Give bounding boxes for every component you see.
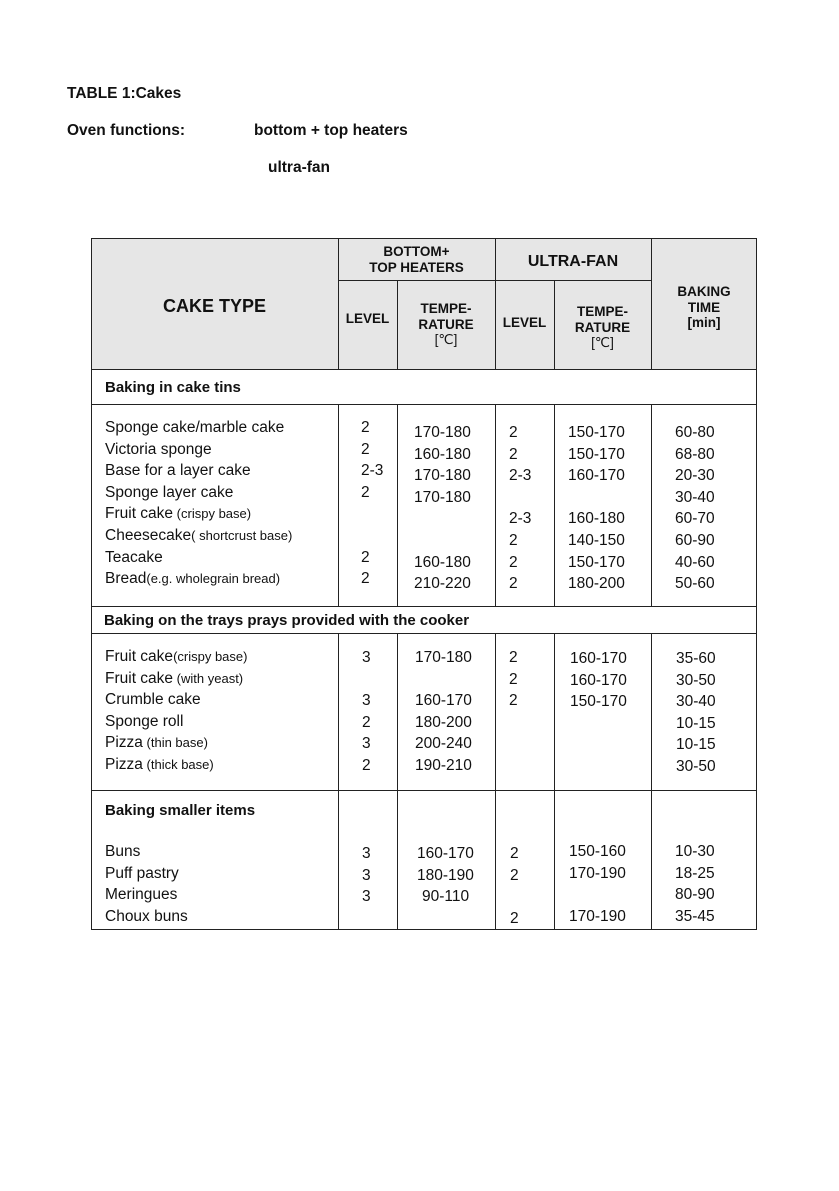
uf-temp: 180-200 [568, 575, 625, 593]
uf-temp [569, 884, 626, 906]
baking-time: 40-60 [675, 553, 715, 571]
uf-temp: 160-170 [570, 650, 627, 667]
header-ultra-fan: ULTRA-FAN [527, 253, 619, 270]
uf-temp: 160-170 [570, 671, 627, 689]
bt-temp [415, 669, 472, 691]
baking-time: 30-40 [676, 693, 716, 711]
uf-temp: 150-160 [569, 843, 626, 860]
cake-tins-time [675, 422, 715, 595]
uf-level [509, 712, 518, 734]
s3-divider-5 [651, 790, 652, 930]
divider-section1-title [91, 404, 757, 405]
bt-level: 2 [361, 548, 370, 566]
bt-level [361, 525, 383, 547]
trays-uf-temp [570, 648, 627, 778]
bt-level: 2 [361, 419, 370, 436]
header-bt-level: LEVEL [345, 311, 390, 326]
table-row [105, 568, 292, 590]
bt-temp: 190-210 [415, 756, 472, 774]
uf-temp: 170-190 [569, 907, 626, 925]
header-cake-type: CAKE TYPE [162, 296, 267, 316]
s2-divider-1 [338, 633, 339, 790]
uf-temp [570, 713, 627, 735]
divider-section2-title [91, 633, 757, 634]
bt-temp: 200-240 [415, 735, 472, 753]
cake-name: Cheesecake [105, 526, 192, 544]
table-row [105, 711, 247, 733]
bt-level: 3 [362, 735, 371, 753]
uf-level: 2 [509, 649, 518, 666]
bt-temp: 170-180 [414, 424, 471, 441]
table-row [105, 863, 188, 885]
bt-temp: 170-180 [414, 488, 471, 506]
s1-divider-3 [495, 404, 496, 606]
table-row [105, 884, 188, 906]
uf-temp [570, 756, 627, 778]
uf-level: 2 [509, 531, 518, 549]
cake-name: Crumble cake [105, 691, 201, 709]
divider-section2-end [91, 790, 757, 791]
uf-level: 2 [510, 845, 519, 862]
bt-level: 2 [362, 713, 371, 731]
uf-level [509, 487, 531, 509]
uf-level [509, 733, 518, 755]
section-title-cake-tins: Baking in cake tins [105, 379, 241, 396]
cake-tins-bt-temp [414, 422, 471, 595]
header-uf-temperature [554, 304, 651, 351]
divider-header-bottom [91, 369, 757, 370]
cake-name: Victoria sponge [105, 440, 212, 458]
bt-temp: 160-180 [414, 445, 471, 463]
trays-names [105, 646, 247, 776]
baking-time: 60-80 [675, 424, 715, 441]
smaller-bt-level [362, 843, 371, 929]
trays-bt-level [362, 647, 371, 777]
s2-divider-3 [495, 633, 496, 790]
cake-name: Choux buns [105, 907, 188, 925]
smaller-time [675, 841, 715, 927]
baking-time: 30-50 [676, 757, 716, 775]
uf-level: 2 [509, 670, 518, 688]
uf-level: 2 [509, 575, 518, 593]
baking-time: 50-60 [675, 575, 715, 593]
header-uf-level: LEVEL [502, 315, 547, 330]
smaller-bt-temp [417, 843, 474, 929]
cake-name: Meringues [105, 886, 178, 904]
uf-temp: 160-180 [568, 510, 625, 528]
bt-level [361, 503, 383, 525]
s2-divider-2 [397, 633, 398, 790]
baking-time: 80-90 [675, 886, 715, 904]
cake-note: (crispy base) [173, 649, 248, 664]
divider-uf-level [554, 280, 555, 369]
bt-temp: 210-220 [414, 575, 471, 593]
uf-temp: 150-170 [570, 693, 627, 711]
uf-level: 2-3 [509, 510, 532, 528]
section-title-trays: Baking on the trays prays provided with the cooker [104, 612, 470, 629]
header-uf-temp-line2: RATURE [574, 319, 631, 335]
header-baking-line3: [min] [687, 315, 721, 331]
bt-level: 2 [361, 570, 370, 588]
cake-name: Pizza [105, 734, 143, 752]
table-row [105, 417, 292, 439]
uf-temp: 150-170 [568, 445, 625, 463]
cake-tins-uf-level [509, 422, 531, 595]
smaller-names [105, 841, 188, 927]
s3-divider-1 [338, 790, 339, 930]
oven-functions-label: Oven functions: [67, 122, 185, 139]
bt-level: 2 [361, 483, 370, 501]
function-bottom-top-heaters: bottom + top heaters [254, 122, 408, 139]
table-row [105, 841, 188, 863]
cake-name: Fruit cake [105, 505, 174, 523]
header-bt-temp-unit: [℃] [434, 332, 458, 348]
baking-time: 10-15 [676, 714, 716, 732]
uf-temp: 150-170 [568, 553, 625, 571]
uf-level: 2 [509, 692, 518, 710]
trays-bt-temp [415, 647, 472, 777]
s1-divider-1 [338, 404, 339, 606]
uf-level [509, 755, 518, 777]
table-row [105, 503, 292, 525]
baking-time: 10-30 [675, 843, 715, 860]
cake-name: Pizza [105, 755, 143, 773]
header-uf-temp-line1: TEMPE- [576, 304, 628, 319]
cake-tins-bt-level [361, 417, 383, 590]
divider-cake-type [338, 238, 339, 369]
bt-temp: 180-200 [415, 713, 472, 731]
smaller-uf-level [510, 843, 519, 929]
header-bottom-top-line2: TOP HEATERS [369, 259, 464, 275]
bt-level [362, 669, 371, 691]
cake-name: Puff pastry [105, 864, 179, 882]
cake-name: Sponge layer cake [105, 483, 234, 501]
baking-time: 30-40 [675, 488, 715, 506]
header-bottom-top-heaters [338, 244, 495, 275]
trays-time [676, 648, 716, 778]
divider-header-mid [338, 280, 651, 281]
s3-divider-3 [495, 790, 496, 930]
table-row [105, 439, 292, 461]
baking-time: 35-60 [676, 650, 716, 667]
bt-temp: 160-170 [417, 845, 474, 862]
header-baking-line2: TIME [687, 299, 721, 315]
divider-section1-end [91, 606, 757, 607]
s1-divider-4 [554, 404, 555, 606]
uf-temp [568, 487, 625, 509]
cake-note: (crispy base) [173, 506, 252, 522]
header-bt-temp-line2: RATURE [418, 316, 474, 332]
table-row [105, 525, 292, 547]
cake-note: (thick base) [142, 756, 214, 772]
uf-level: 2 [509, 445, 518, 463]
header-bt-temp-line1: TEMPE- [420, 301, 472, 316]
uf-temp: 150-170 [568, 424, 625, 441]
table-row [105, 906, 188, 928]
bt-level: 3 [362, 692, 371, 710]
table-row [105, 482, 292, 504]
cakes-table [91, 238, 757, 930]
baking-time: 20-30 [675, 467, 715, 485]
bt-temp: 90-110 [422, 888, 470, 906]
cake-name: Sponge roll [105, 712, 184, 730]
baking-time: 10-15 [676, 736, 716, 754]
table-row [105, 668, 247, 690]
cake-note: (with yeast) [173, 670, 244, 686]
uf-level: 2 [510, 909, 519, 927]
cake-note: (e.g. wholegrain bread) [146, 571, 281, 587]
cake-name: Bread [105, 570, 147, 588]
bt-temp [414, 508, 471, 530]
table-row [105, 732, 247, 754]
s2-divider-5 [651, 633, 652, 790]
uf-level: 2 [509, 553, 518, 571]
uf-level: 2 [510, 866, 519, 884]
header-bottom-top-line1: BOTTOM+ [383, 244, 450, 259]
bt-temp: 170-180 [414, 467, 471, 485]
baking-time: 35-45 [675, 907, 715, 925]
uf-temp: 160-170 [568, 467, 625, 485]
table-row [105, 689, 247, 711]
s1-divider-5 [651, 404, 652, 606]
cake-name: Base for a layer cake [105, 462, 251, 480]
divider-time [651, 238, 652, 369]
cake-tins-names [105, 417, 292, 590]
uf-temp: 170-190 [569, 864, 626, 882]
header-bt-temperature [397, 301, 495, 348]
table-border-top [91, 238, 757, 239]
bt-level: 2-3 [361, 462, 384, 480]
table-row [105, 754, 247, 776]
bt-level: 2 [361, 440, 370, 458]
table-row [105, 547, 292, 569]
uf-level: 2-3 [509, 467, 532, 485]
s3-divider-2 [397, 790, 398, 930]
cake-name: Fruit cake [105, 669, 174, 687]
uf-level [510, 886, 519, 908]
baking-time: 30-50 [676, 671, 716, 689]
smaller-uf-temp [569, 841, 626, 927]
bt-temp: 170-180 [415, 649, 472, 666]
table-row [105, 646, 247, 668]
baking-time: 68-80 [675, 445, 715, 463]
table-border-bottom [91, 929, 757, 930]
uf-temp [570, 734, 627, 756]
bt-temp [417, 908, 474, 930]
baking-time: 60-70 [675, 510, 715, 528]
bt-level: 3 [362, 888, 371, 906]
baking-time: 60-90 [675, 531, 715, 549]
divider-bt-level [397, 280, 398, 369]
s1-divider-2 [397, 404, 398, 606]
bt-level: 3 [362, 649, 371, 666]
bt-temp: 180-190 [417, 866, 474, 884]
uf-level: 2 [509, 424, 518, 441]
cake-tins-uf-temp [568, 422, 625, 595]
divider-bt-uf [495, 238, 496, 369]
s2-divider-4 [554, 633, 555, 790]
trays-uf-level [509, 647, 518, 777]
table-border-right [756, 238, 757, 930]
cake-name: Teacake [105, 548, 163, 566]
bt-level [362, 908, 371, 930]
bt-temp: 160-170 [415, 692, 472, 710]
bt-level: 3 [362, 866, 371, 884]
header-baking-time [651, 284, 757, 331]
bt-temp [414, 530, 471, 552]
cake-note: ( shortcrust base) [191, 527, 293, 543]
uf-temp: 140-150 [568, 531, 625, 549]
bt-level: 2 [362, 756, 371, 774]
cake-name: Buns [105, 843, 141, 860]
s3-divider-4 [554, 790, 555, 930]
bt-temp: 160-180 [414, 553, 471, 571]
bt-level: 3 [362, 845, 371, 862]
cake-name: Sponge cake/marble cake [105, 419, 285, 436]
function-ultra-fan: ultra-fan [268, 159, 330, 176]
header-uf-temp-unit: [℃] [591, 335, 614, 351]
table-title: TABLE 1:Cakes [67, 85, 182, 102]
baking-time: 18-25 [675, 864, 715, 882]
cake-name: Fruit cake [105, 648, 174, 665]
table-row [105, 460, 292, 482]
cake-note: (thin base) [142, 735, 208, 751]
table-border-left [91, 238, 92, 930]
section-title-smaller: Baking smaller items [105, 802, 256, 819]
header-baking-line1: BAKING [677, 284, 731, 299]
